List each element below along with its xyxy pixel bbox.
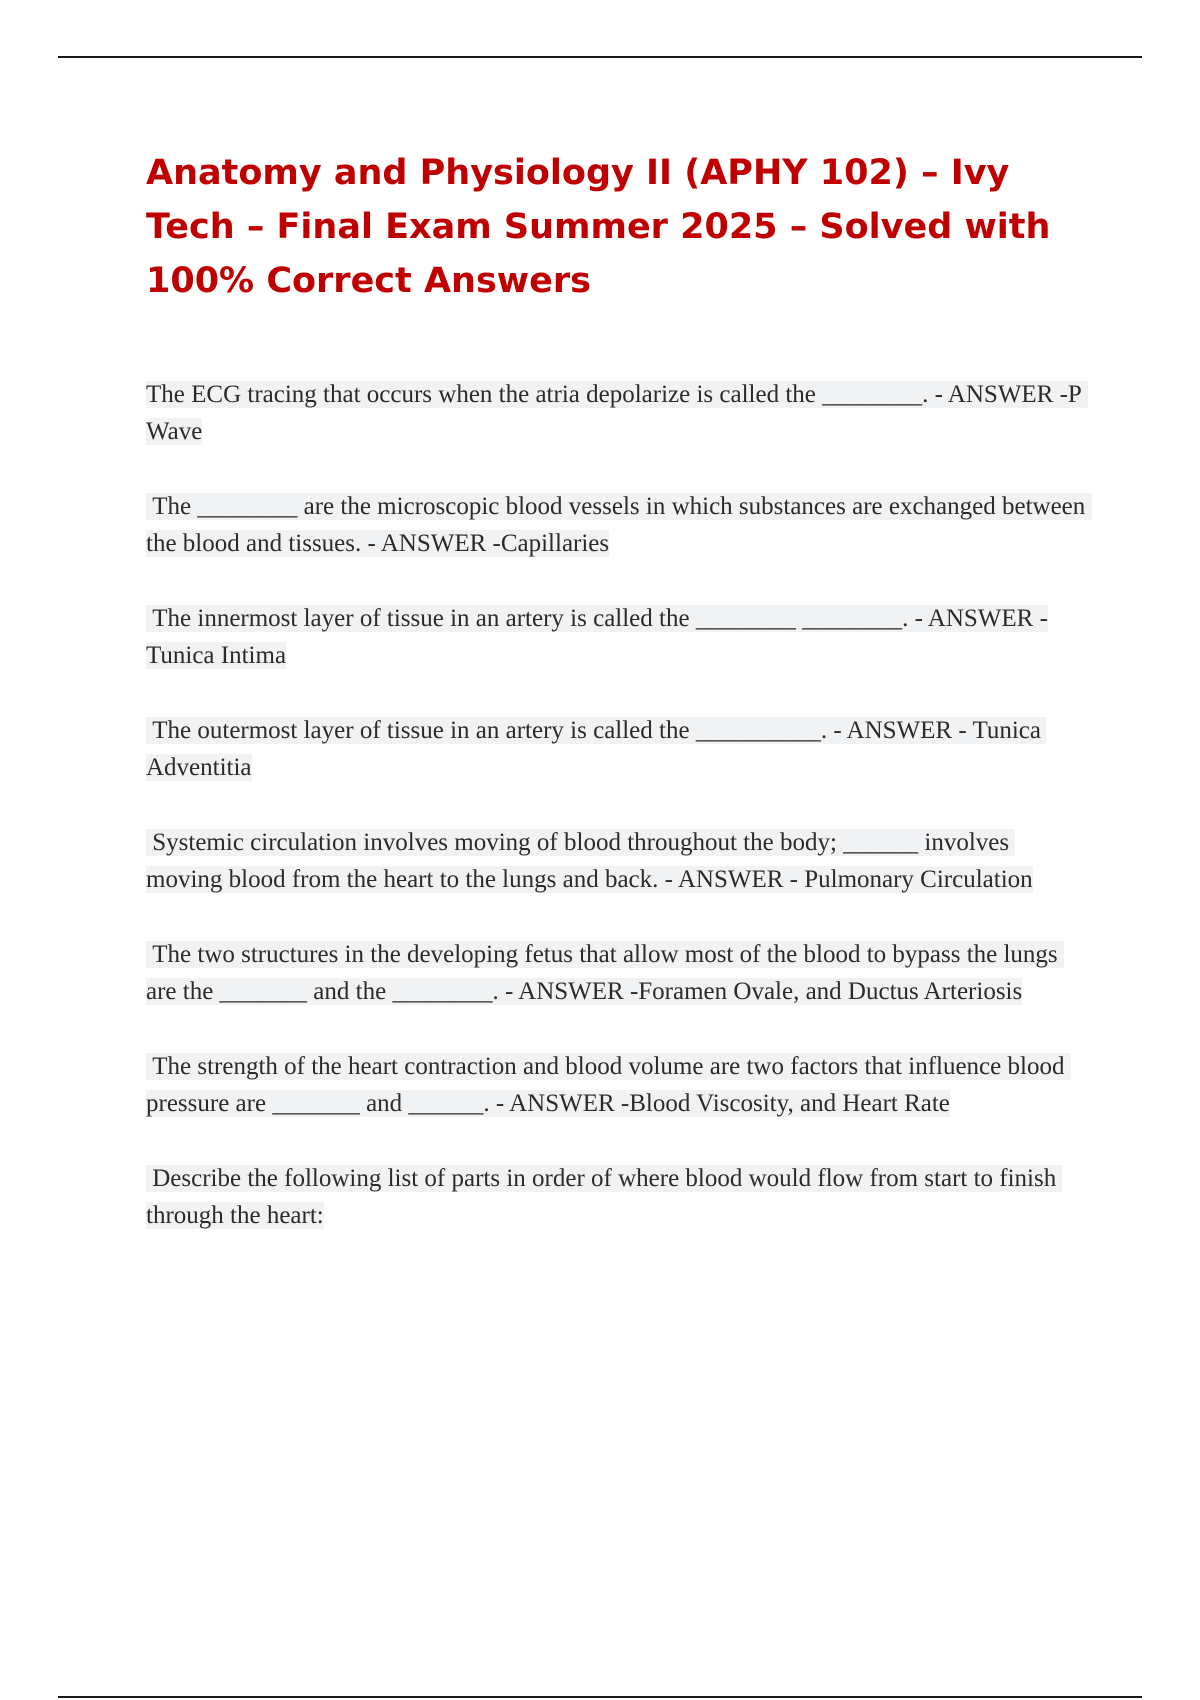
qa-text: The outermost layer of tissue in an artery is called the __________. - ANSWER - Tunica Adventitia	[146, 717, 1046, 781]
question-answer-list	[146, 376, 1092, 1272]
qa-item	[146, 1048, 1086, 1122]
qa-item	[146, 936, 1086, 1010]
qa-text: The ECG tracing that occurs when the atria depolarize is called the ________. - ANSWER -P Wave	[146, 381, 1088, 445]
qa-text: The innermost layer of tissue in an artery is called the ________ ________. - ANSWER -Tunica Intima	[146, 605, 1048, 669]
document-title: Anatomy and Physiology II (APHY 102) – Ivy Tech – Final Exam Summer 2025 – Solved with 100% Correct Answers	[146, 153, 1051, 301]
top-divider	[58, 56, 1142, 58]
qa-text: The two structures in the developing fetus that allow most of the blood to bypass the lungs are the _______ and the ________. - ANSWER -Foramen Ovale, and Ductus Arteriosis	[146, 941, 1064, 1005]
qa-item	[146, 376, 1086, 450]
qa-item	[146, 824, 1086, 898]
qa-item	[146, 712, 1086, 786]
qa-text: Describe the following list of parts in order of where blood would flow from start to finish through the heart:	[146, 1165, 1063, 1229]
qa-text: The strength of the heart contraction and blood volume are two factors that influence blood pressure are _______ and ______. - ANSWER -Blood Viscosity, and Heart Rate	[146, 1053, 1071, 1117]
qa-text: The ________ are the microscopic blood vessels in which substances are exchanged between the blood and tissues. - ANSWER -Capillaries	[146, 493, 1092, 557]
qa-item	[146, 488, 1092, 562]
bottom-divider	[58, 1696, 1142, 1698]
qa-text: Systemic circulation involves moving of blood throughout the body; ______ involves moving blood from the heart to the lungs and back. - ANSWER - Pulmonary Circulation	[146, 829, 1033, 893]
qa-item	[146, 600, 1086, 674]
qa-item	[146, 1160, 1086, 1234]
